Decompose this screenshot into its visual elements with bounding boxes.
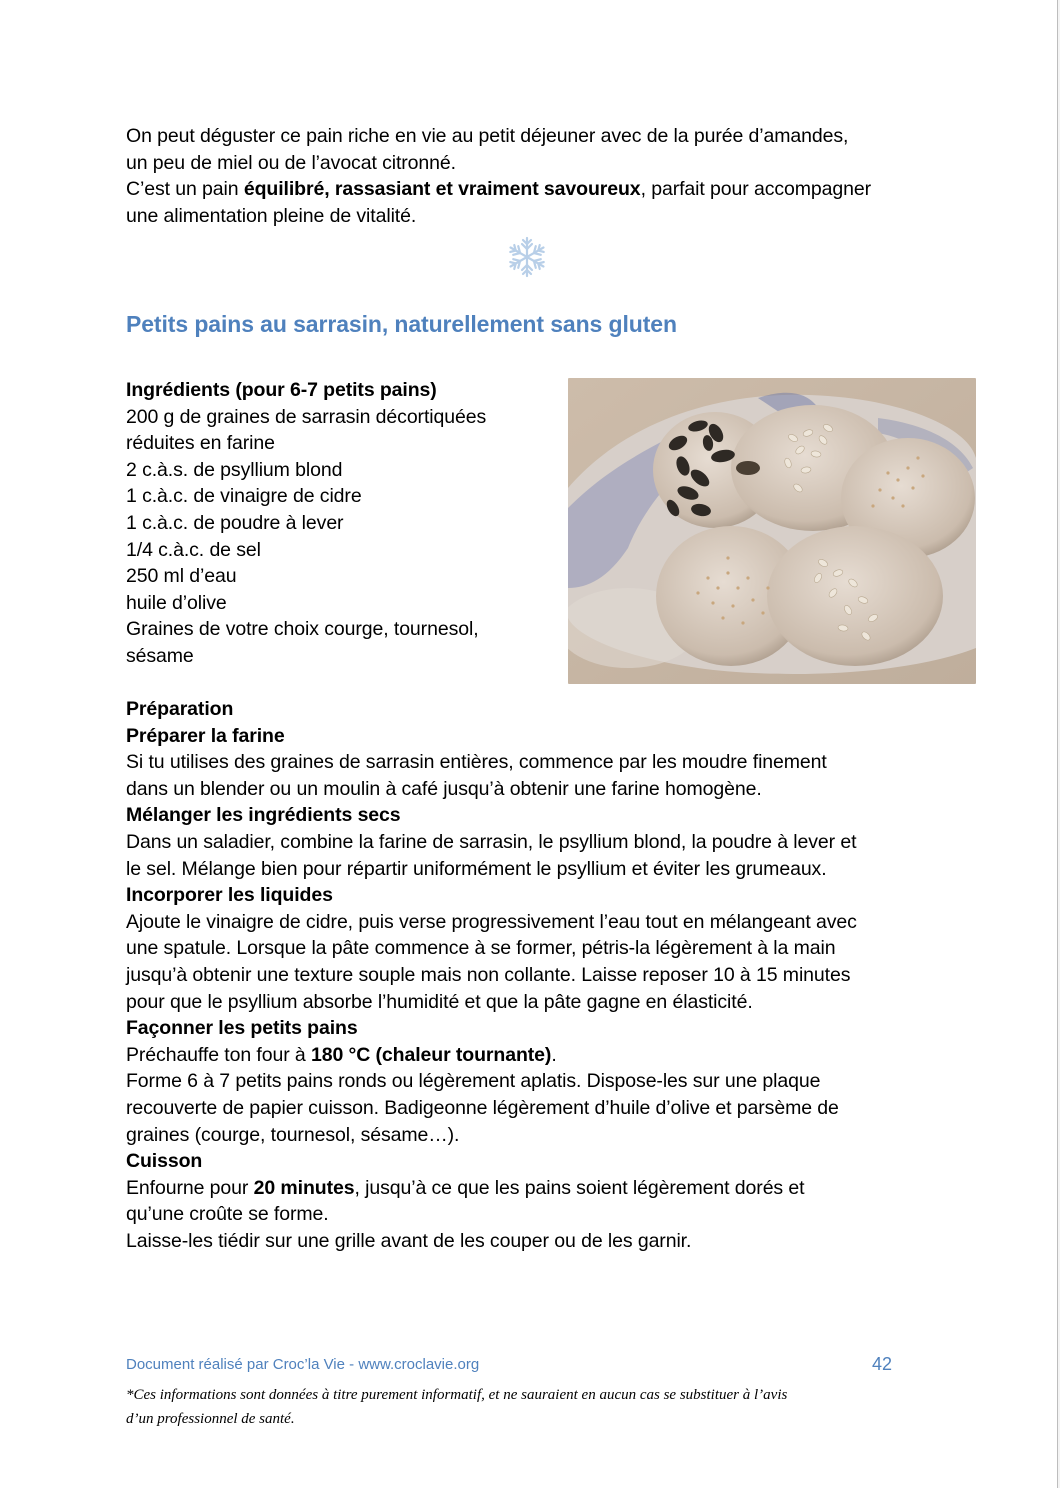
step-line [126, 1042, 956, 1069]
step-heading [126, 1148, 956, 1175]
intro-text: C’est un pain [126, 178, 244, 201]
intro-line: On peut déguster ce pain riche en vie au petit déjeuner avec de la purée d’amandes, [126, 125, 849, 147]
step-line: Si tu utilises des graines de sarrasin entières, commence par les moudre finement [126, 751, 827, 774]
step-line: Forme 6 à 7 petits pains ronds ou légèrement aplatis. Dispose-les sur une plaque [126, 1070, 821, 1093]
ingredient-item: sésame [126, 644, 194, 667]
step-text: . [551, 1043, 557, 1066]
ingredient-item: huile d’olive [126, 591, 227, 614]
ingredient-item: 2 c.à.s. de psyllium blond [126, 458, 343, 481]
page-number: 42 [872, 1354, 893, 1374]
step-text: Préchauffe ton four à [126, 1043, 311, 1066]
recipe-title: Petits pains au sarrasin, naturellement sans gluten [126, 311, 677, 337]
step-line: le sel. Mélange bien pour répartir uniformément le psyllium et éviter les grumeaux. [126, 857, 827, 880]
step-heading [126, 882, 956, 909]
ingredient-item: 1/4 c.à.c. de sel [126, 538, 261, 561]
step-line: Laisse-les tiédir sur une grille avant de les couper ou de les garnir. [126, 1229, 692, 1252]
step-emphasis: 180 °C (chaleur tournante) [310, 1043, 552, 1066]
step-heading [126, 1015, 956, 1042]
step-heading-text: Préparer la farine [126, 724, 285, 747]
ingredient-item: 1 c.à.c. de vinaigre de cidre [126, 485, 362, 508]
ingredient-item: 250 ml d’eau [126, 565, 237, 588]
intro-text: , parfait pour accompagner [640, 178, 872, 201]
intro-line: une alimentation pleine de vitalité. [126, 204, 417, 227]
disclaimer [126, 1383, 926, 1431]
recipe-photo [568, 378, 976, 684]
step-text: , jusqu’à ce que les pains soient légèrement dorés et [354, 1176, 805, 1199]
intro-paragraph [126, 123, 956, 229]
step-line: Ajoute le vinaigre de cidre, puis verse progressivement l’eau tout en mélangeant avec [126, 910, 857, 933]
bread-rolls-illustration [568, 378, 976, 684]
step-heading [126, 723, 956, 750]
step-emphasis: 20 minutes [253, 1176, 355, 1199]
ingredient-item: Graines de votre choix courge, tournesol, [126, 618, 479, 641]
footer-credit: Document réalisé par Croc’la Vie - www.croclavie.org [126, 1356, 480, 1373]
ingredient-item: 200 g de graines de sarrasin décortiquées [126, 405, 487, 428]
step-line: pour que le psyllium absorbe l’humidité et que la pâte gagne en élasticité. [126, 990, 753, 1013]
step-line: qu’une croûte se forme. [126, 1203, 329, 1226]
step-line: dans un blender ou un moulin à café jusqu’à obtenir une farine homogène. [126, 777, 762, 800]
preparation-heading-text: Préparation [126, 698, 234, 720]
step-line [126, 1175, 956, 1202]
step-heading-text: Cuisson [126, 1150, 203, 1173]
disclaimer-line: *Ces informations sont données à titre purement informatif, et ne sauraient en aucun cas se substituer à l’avis [126, 1387, 788, 1403]
snowflake-icon [505, 235, 549, 279]
intro-line [126, 176, 956, 203]
step-heading-text: Incorporer les liquides [126, 884, 333, 907]
step-line: graines (courge, tournesol, sésame…). [126, 1123, 460, 1146]
step-line: jusqu’à obtenir une texture souple mais non collante. Laisse reposer 10 à 15 minutes [126, 963, 851, 986]
disclaimer-line: d’un professionnel de santé. [126, 1411, 295, 1427]
ingredients-heading-text: Ingrédients (pour 6-7 petits pains) [126, 379, 437, 401]
intro-emphasis: équilibré, rassasiant et vraiment savoureux [243, 178, 641, 201]
step-line: recouverte de papier cuisson. Badigeonne légèrement d’huile d’olive et parsème de [126, 1096, 839, 1119]
step-text: Enfourne pour [126, 1176, 254, 1199]
ingredient-item: réduites en farine [126, 432, 275, 455]
step-line: Dans un saladier, combine la farine de sarrasin, le psyllium blond, la poudre à lever et [126, 830, 857, 853]
step-line: une spatule. Lorsque la pâte commence à se former, pétris-la légèrement à la main [126, 937, 836, 960]
ingredients-heading [126, 377, 556, 404]
step-heading [126, 802, 956, 829]
step-heading-text: Façonner les petits pains [126, 1017, 358, 1040]
step-heading-text: Mélanger les ingrédients secs [126, 804, 401, 827]
ingredient-item: 1 c.à.c. de poudre à lever [126, 511, 344, 534]
preparation-section [126, 696, 956, 1254]
intro-line: un peu de miel ou de l’avocat citronné. [126, 151, 456, 174]
preparation-heading [126, 696, 956, 723]
ingredients-list [126, 377, 556, 670]
